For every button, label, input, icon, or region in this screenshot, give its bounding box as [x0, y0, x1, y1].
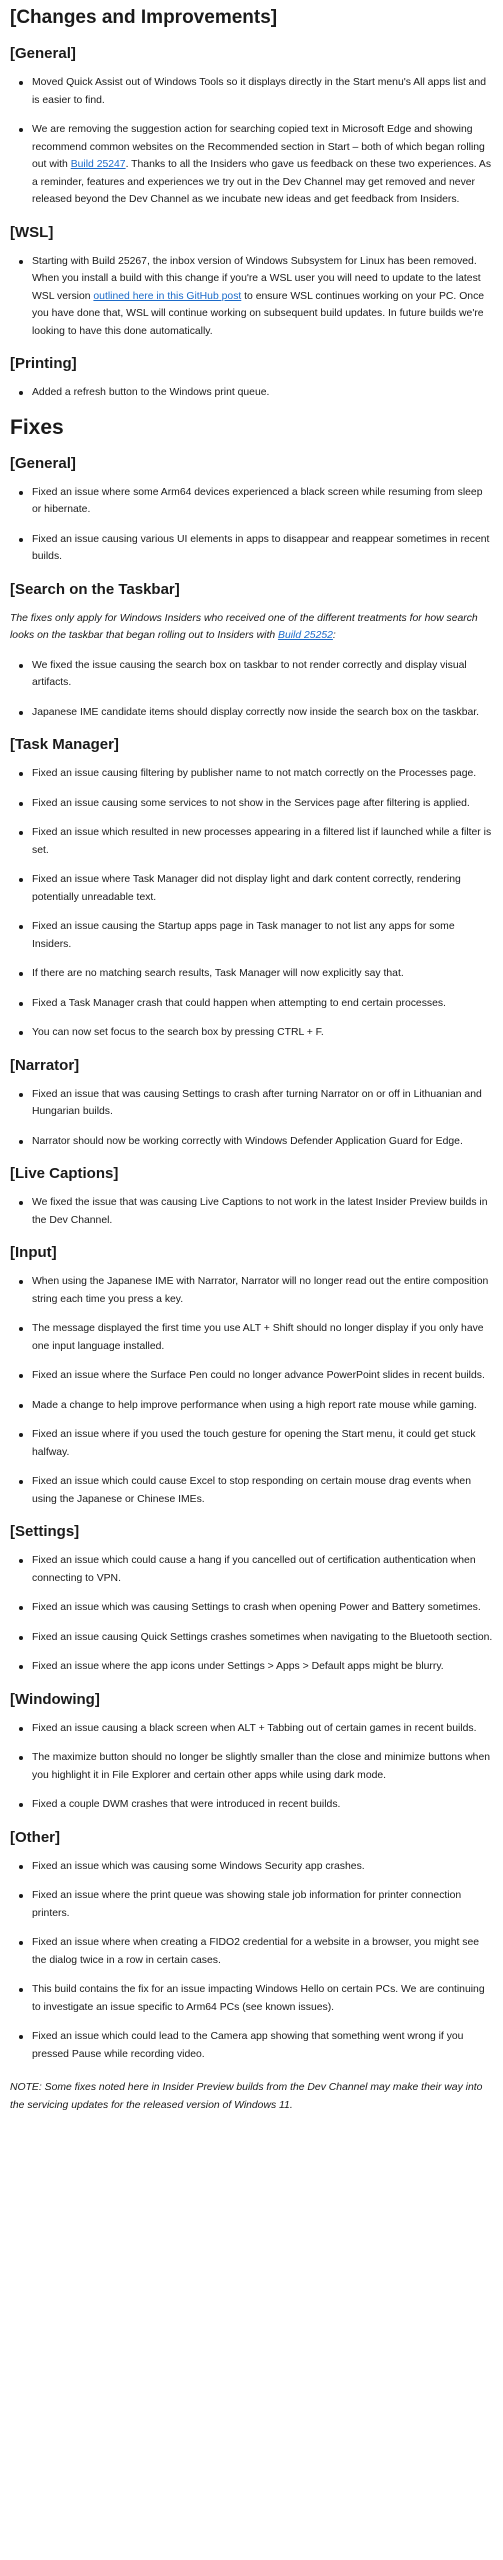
- changes-wsl-list: [10, 253, 493, 341]
- list-item: Fixed an issue which could lead to the Camera app showing that something went wrong if you pressed Pause while recording video.: [32, 2028, 493, 2063]
- changes-printing-list: [10, 384, 493, 402]
- list-item: Fixed an issue where the app icons under Settings > Apps > Default apps might be blurry.: [32, 1658, 493, 1676]
- build-25247-link[interactable]: Build 25247: [70, 159, 126, 170]
- github-post-link[interactable]: outlined here in this GitHub post: [93, 290, 242, 302]
- list-item: Moved Quick Assist out of Windows Tools so it displays directly in the Start menu's All apps list and is easier to find.: [32, 74, 493, 109]
- list-item: Fixed a couple DWM crashes that were introduced in recent builds.: [32, 1796, 493, 1814]
- list-item: Fixed an issue where Task Manager did not display light and dark content correctly, rendering potentially unreadable text.: [32, 871, 493, 906]
- fixes-settings-heading: [Settings]: [10, 1523, 80, 1540]
- list-item: Fixed an issue where some Arm64 devices experienced a black screen while resuming from sleep or hibernate.: [32, 484, 493, 519]
- footer-note: NOTE: Some fixes noted here in Insider Preview builds from the Dev Channel may make their way into the servicing updates for the released version of Windows 11.: [10, 2082, 483, 2111]
- fixes-input-heading: [Input]: [10, 1244, 57, 1261]
- list-item: Fixed an issue where when creating a FIDO2 credential for a website in a browser, you might see the dialog twice in a row in certain cases.: [32, 1934, 493, 1969]
- fixes-title: Fixes: [10, 415, 64, 439]
- fixes-other-list: [10, 1858, 493, 2064]
- list-item: Fixed an issue which could cause a hang if you cancelled out of certification authentication when connecting to VPN.: [32, 1552, 493, 1587]
- list-item: Fixed an issue causing the Startup apps page in Task manager to not list any apps for some Insiders.: [32, 918, 493, 953]
- changes-title: [Changes and Improvements]: [10, 7, 278, 28]
- fixes-input-list: [10, 1273, 493, 1508]
- list-item: If there are no matching search results, Task Manager will now explicitly say that.: [32, 965, 493, 983]
- fixes-task-manager-heading: [Task Manager]: [10, 736, 119, 753]
- list-item: Fixed a Task Manager crash that could happen when attempting to end certain processes.: [32, 995, 493, 1013]
- list-item: Narrator should now be working correctly with Windows Defender Application Guard for Edge.: [32, 1133, 493, 1151]
- taskbar-search-note: The fixes only apply for Windows Insiders who received one of the different treatments for how search looks on the taskbar that began rolling out to Insiders with Build 25252:: [10, 612, 478, 641]
- changes-general-list: [10, 74, 493, 209]
- fixes-general-list: [10, 484, 493, 566]
- list-item: You can now set focus to the search box by pressing CTRL + F.: [32, 1024, 493, 1042]
- list-item: Fixed an issue causing a black screen when ALT + Tabbing out of certain games in recent builds.: [32, 1720, 493, 1738]
- fixes-general-heading: [General]: [10, 454, 76, 472]
- fixes-taskbar-search-list: [10, 657, 493, 722]
- list-item: Fixed an issue which could cause Excel to stop responding on certain mouse drag events when using the Japanese or Chinese IMEs.: [32, 1473, 493, 1508]
- build-25252-link[interactable]: Build 25252: [278, 630, 333, 641]
- list-item: Fixed an issue which resulted in new processes appearing in a filtered list if launched while a filter is set.: [32, 824, 493, 859]
- fixes-other-heading: [Other]: [10, 1828, 60, 1846]
- fixes-taskbar-search-heading: [Search on the Taskbar]: [10, 580, 180, 598]
- fixes-live-captions-list: [10, 1194, 493, 1229]
- list-item: Added a refresh button to the Windows print queue.: [32, 384, 493, 402]
- list-item: The maximize button should no longer be slightly smaller than the close and minimize buttons when you highlight it in File Explorer and certain other apps while using dark mode.: [32, 1749, 493, 1784]
- list-item: We fixed the issue causing the search box on taskbar to not render correctly and display visual artifacts.: [32, 657, 493, 692]
- list-item: We fixed the issue that was causing Live Captions to not work in the latest Insider Preview builds in the Dev Channel.: [32, 1194, 493, 1229]
- list-item: Fixed an issue causing some services to not show in the Services page after filtering is applied.: [32, 795, 493, 813]
- list-item: The message displayed the first time you use ALT + Shift should no longer display if you only have one input language installed.: [32, 1320, 493, 1355]
- list-item: Fixed an issue which was causing some Windows Security app crashes.: [32, 1858, 493, 1876]
- list-item: Made a change to help improve performance when using a high report rate mouse while gaming.: [32, 1397, 493, 1415]
- list-item: Fixed an issue that was causing Settings to crash after turning Narrator on or off in Lithuanian and Hungarian builds.: [32, 1086, 493, 1121]
- list-item: Japanese IME candidate items should display correctly now inside the search box on the taskbar.: [32, 704, 493, 722]
- fixes-narrator-heading: [Narrator]: [10, 1056, 80, 1074]
- list-item: Fixed an issue where the print queue was showing stale job information for printer connection printers.: [32, 1887, 493, 1922]
- fixes-windowing-heading: [Windowing]: [10, 1690, 100, 1708]
- fixes-task-manager-list: [10, 765, 493, 1042]
- list-item: When using the Japanese IME with Narrator, Narrator will no longer read out the entire composition string each time you press a key.: [32, 1273, 493, 1308]
- list-item: Starting with Build 25267, the inbox version of Windows Subsystem for Linux has been removed. When you install a build with this change if you're a WSL user you will need to update to the latest WSL version outlined here in this GitHub post to ensure WSL continues working on your PC. Once you have done that, WSL will continue working on subsequent build updates. In future builds we're looking to have this done automatically.: [32, 253, 493, 341]
- changes-general-heading: [General]: [10, 45, 76, 62]
- list-item: Fixed an issue where if you used the touch gesture for opening the Start menu, it could get stuck halfway.: [32, 1426, 493, 1461]
- list-item: Fixed an issue which was causing Settings to crash when opening Power and Battery sometimes.: [32, 1599, 493, 1617]
- fixes-narrator-list: [10, 1086, 493, 1151]
- changes-wsl-heading: [WSL]: [10, 223, 54, 241]
- list-item: Fixed an issue where the Surface Pen could no longer advance PowerPoint slides in recent builds.: [32, 1367, 493, 1385]
- changes-printing-heading: [Printing]: [10, 355, 77, 372]
- list-item: Fixed an issue causing various UI elements in apps to disappear and reappear sometimes in recent builds.: [32, 531, 493, 566]
- list-item: Fixed an issue causing filtering by publisher name to not match correctly on the Processes page.: [32, 765, 493, 783]
- fixes-settings-list: [10, 1552, 493, 1676]
- list-item: Fixed an issue causing Quick Settings crashes sometimes when navigating to the Bluetooth section.: [32, 1629, 493, 1647]
- list-item: We are removing the suggestion action for searching copied text in Microsoft Edge and showing recommend common websites on the Recommended section in Start – both of which began rolling out with Build 25247. Thanks to all the Insiders who gave us feedback on these two experiences. As a reminder, features and experiences we try out in the Dev Channel may get removed and never released beyond the Dev Channel as we incubate new ideas and get feedback from Insiders.: [32, 121, 493, 209]
- fixes-live-captions-heading: [Live Captions]: [10, 1165, 119, 1182]
- fixes-windowing-list: [10, 1720, 493, 1814]
- list-item: This build contains the fix for an issue impacting Windows Hello on certain PCs. We are continuing to investigate an issue specific to Arm64 PCs (see known issues).: [32, 1981, 493, 2016]
